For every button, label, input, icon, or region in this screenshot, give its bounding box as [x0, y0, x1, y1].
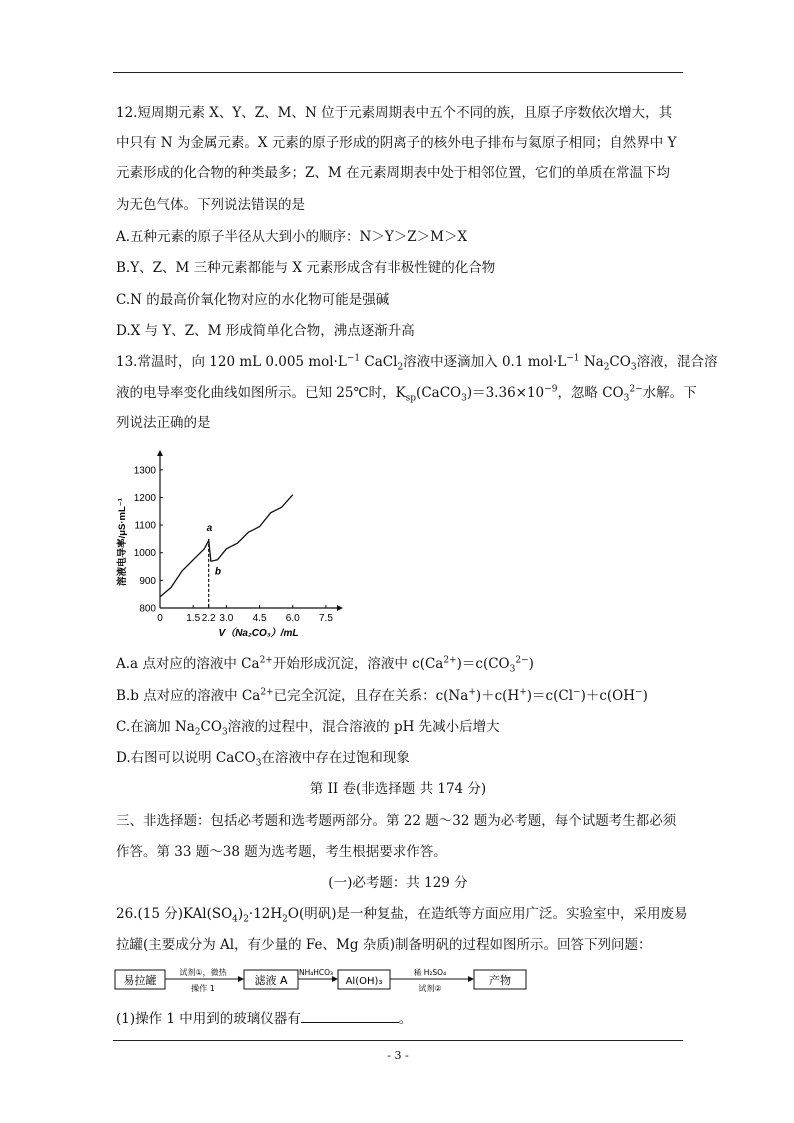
x-tick-label: 6.0 — [285, 613, 300, 624]
section-intro-line2: 作答。第 33 题～38 题为选考题，考生根据要求作答。 — [116, 844, 447, 860]
q12-line4: 为无色气体。下列说法错误的是 — [116, 197, 305, 213]
y-tick-label: 1200 — [133, 492, 156, 504]
q13-line2: 液的电导率变化曲线如图所示。已知 25℃时，$K_{sp}(CaCO_3)=3.36\times 10^{-9}$，忽略 $CO_3^{2-}$水解。下 — [116, 384, 697, 404]
answer-blank[interactable] — [301, 1010, 399, 1023]
x-axis-title: V（Na₂CO₃）/mL — [218, 628, 299, 639]
conductivity-curve — [160, 495, 293, 597]
flow-box-filtrate-label: 滤液 A — [254, 974, 288, 987]
q13-option-c: C.在滴加 $Na_2CO_3$溶液的过程中，混合溶液的 pH 先减小后增大 — [116, 719, 500, 738]
header-rule — [113, 72, 683, 73]
q26-line2: 拉罐(主要成分为 Al，有少量的 Fe、Mg 杂质)制备明矾的过程如图所示。回答下列问题： — [116, 937, 652, 953]
x-tick-label: 7.5 — [318, 613, 333, 624]
q13-option-b: B.b 点对应的溶液中 $Ca^{2+}$已完全沉淀，且存在关系：c(Na+)＋c(H+)＝c(Cl−)＋c(OH−) — [116, 687, 648, 704]
section-title: 第 II 卷(非选择题 共 174 分) — [309, 781, 487, 797]
y-tick-label: 900 — [139, 575, 156, 587]
x-tick-label: 1.5 — [186, 613, 201, 624]
y-axis-title: 溶液电导率/μS·mL⁻¹ — [117, 498, 128, 586]
page-number: - 3 - — [387, 1049, 409, 1062]
q12-line2: 中只有 N 为金属元素。X 元素的原子形成的阴离子的核外电子排布与氦原子相同；自然界中 Y — [116, 135, 677, 151]
q13-option-d: D.右图可以说明 CaCO$_3$在溶液中存在过饱和现象 — [116, 750, 410, 769]
x-tick-label: 0 — [157, 613, 163, 624]
conductivity-chart — [112, 448, 352, 643]
q12-option-b: B.Y、Z、M 三种元素都能与 X 元素形成含有非极性键的化合物 — [116, 260, 496, 276]
flow-arrow-3-top: 稀 H₂SO₄ — [413, 968, 447, 977]
flow-arrow-1-top: 试剂①，微热 — [179, 968, 227, 977]
flow-arrow-2-top: NH₄HCO₃ — [298, 968, 334, 977]
section-intro-line1: 三、非选择题：包括必考题和选考题两部分。第 22 题～32 题为必考题，每个试题考生都必须 — [116, 813, 677, 829]
point-b-label: b — [214, 566, 221, 578]
x-tick-label: 2.2 — [201, 613, 216, 624]
x-axis-arrow — [337, 605, 343, 611]
flow-box-aloh3-label: Al(OH)₃ — [345, 976, 383, 987]
q26-line1: 26.(15 分)$KAl(SO_4)_2\cdot 12H_2O$(明矾)是一种复盐，在造纸等方面应用广泛。实验室中，采用废易 — [116, 906, 688, 925]
q12-option-c: C.N 的最高价氧化物对应的水化物可能是强碱 — [116, 292, 390, 308]
q26-sub1: (1)操作 1 中用到的玻璃仪器有 。 — [116, 1011, 413, 1027]
process-flow-diagram — [113, 965, 533, 993]
q12-line1: 12.短周期元素 X、Y、Z、M、N 位于元素周期表中五个不同的族，且原子序数依次增大，其 — [116, 105, 673, 121]
flow-arrow-1-bottom: 操作 1 — [191, 984, 215, 993]
y-tick-label: 1300 — [133, 465, 156, 477]
q13-line3: 列说法正确的是 — [116, 415, 211, 431]
y-axis-arrow — [157, 450, 163, 456]
flow-box-product-label: 产物 — [489, 974, 511, 987]
q12-option-d: D.X 与 Y、Z、M 形成简单化合物，沸点逐渐升高 — [116, 323, 415, 339]
q12-line3: 元素形成的化合物的种类最多；Z、M 在元素周期表中处于相邻位置，它们的单质在常温下均 — [116, 165, 670, 181]
y-tick-label: 1000 — [133, 548, 156, 560]
flow-arrow-3-bottom: 试剂② — [418, 984, 442, 993]
q13-option-a: A.a 点对应的溶液中 $Ca^{2+}$开始形成沉淀，溶液中 $c(Ca^{2+})=c(CO_3^{2-})$ — [116, 655, 534, 675]
x-tick-label: 3.0 — [219, 613, 234, 624]
q13-line1: 13.常温时，向 120 mL 0.005 $mol\cdot L^{-1}$ CaCl$_2$溶液中逐滴加入 0.1 $mol\cdot L^{-1}$ $Na_2CO_3$溶液，混合溶 — [116, 353, 718, 373]
footer-rule — [113, 1040, 683, 1041]
x-tick-label: 4.5 — [252, 613, 267, 624]
required-subtitle: (一)必考题：共 129 分 — [328, 875, 468, 891]
y-tick-label: 1100 — [134, 520, 156, 532]
q12-option-a: A.五种元素的原子半径从大到小的顺序：N＞Y＞Z＞M＞X — [116, 229, 468, 245]
flow-box-cans-label: 易拉罐 — [123, 974, 157, 987]
point-a-label: a — [206, 522, 213, 534]
y-tick-label: 800 — [139, 603, 156, 615]
